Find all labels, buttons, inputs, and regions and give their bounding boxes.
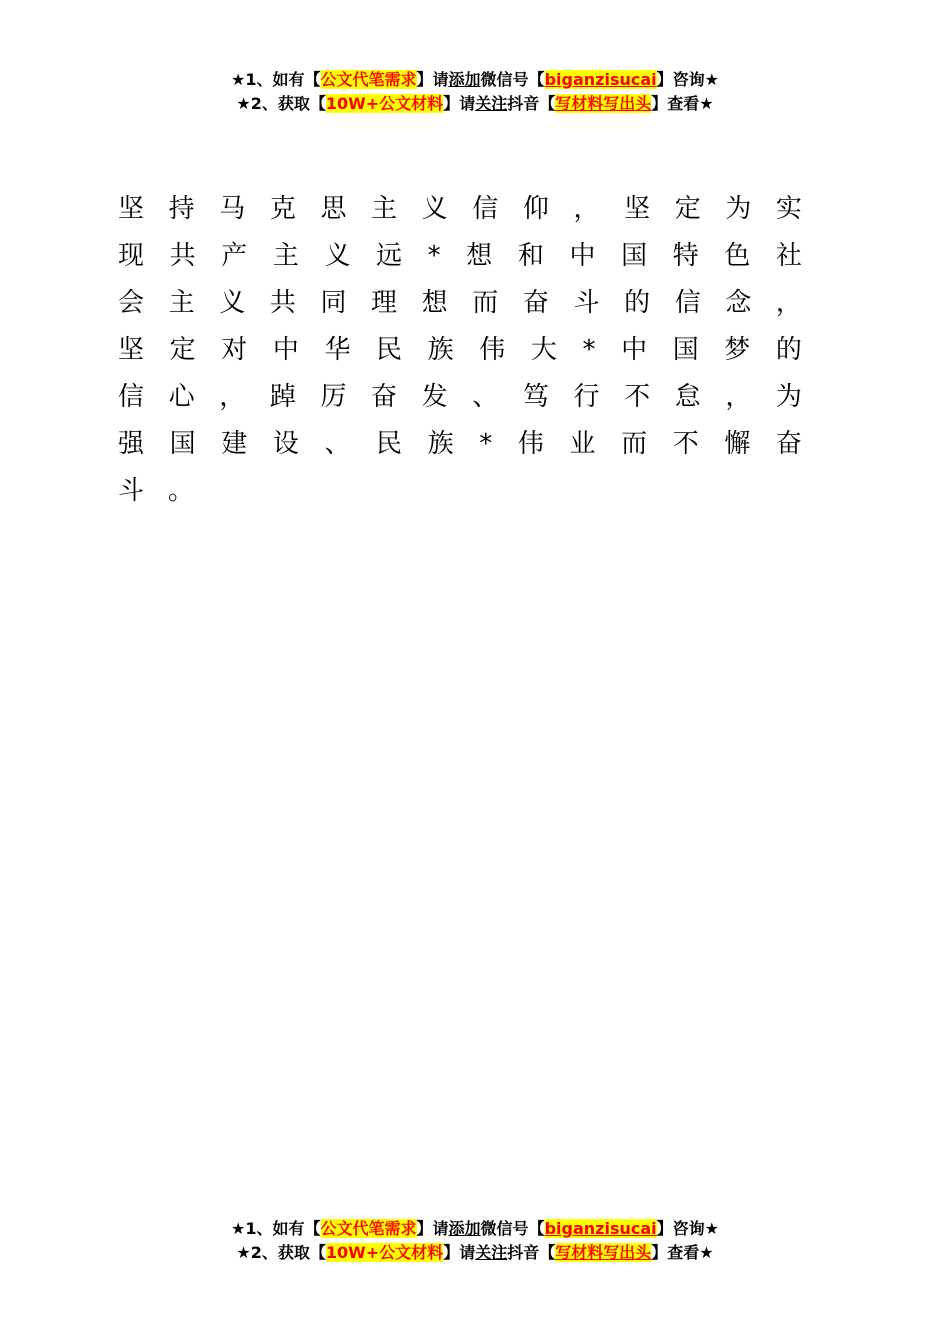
body-char: 奋 [775,429,802,459]
body-char: 奋 [522,288,549,318]
body-char: 想 [421,288,448,318]
body-char: ， [725,382,752,412]
header-banner [0,68,950,116]
body-line [118,468,802,515]
body-line [118,421,802,468]
add-underline-text: 添加 [448,1219,481,1238]
body-char: 斗 [573,288,600,318]
body-char: 远 [376,241,403,271]
body-line [118,280,802,327]
body-char: 定 [169,335,196,365]
wechat-id-highlight: biganzisucai [544,1219,657,1238]
body-char: 厉 [320,382,347,412]
body-char: 特 [672,241,699,271]
header-line-1-prefix: ★1、如有【 [231,70,321,89]
body-char: 不 [624,382,651,412]
body-char: 心 [168,382,195,412]
body-char: * [479,429,493,459]
materials-highlight: 10W+公文材料 [325,1243,444,1262]
footer-line-1 [0,1217,950,1241]
body-char: ， [775,288,802,318]
body-char: 色 [724,241,751,271]
body-char: 坚 [118,194,145,224]
footer-line-1-mid: 】请 [416,1219,449,1238]
body-char: 。 [168,476,195,506]
body-char: * [427,241,441,271]
body-char: 理 [371,288,398,318]
body-char: 、 [324,429,351,459]
body-char: 主 [272,241,299,271]
body-char: 产 [221,241,248,271]
body-char: 主 [168,288,195,318]
body-char: 踔 [269,382,296,412]
body-char: 民 [376,429,403,459]
body-char: 信 [118,382,145,412]
body-char: ， [219,382,246,412]
body-char: 现 [118,241,145,271]
body-char: 怠 [674,382,701,412]
body-char: 想 [466,241,493,271]
body-char: 克 [269,194,296,224]
footer-line-2-suffix: 】查看★ [651,1243,714,1262]
header-line-1-suffix: 】咨询★ [656,70,719,89]
body-char: 主 [371,194,398,224]
header-line-2 [0,92,950,116]
body-line [118,186,802,233]
header-line-1 [0,68,950,92]
body-char: 族 [427,429,454,459]
body-char: 共 [269,288,296,318]
body-line [118,233,802,280]
body-char: 对 [221,335,248,365]
body-char: 持 [168,194,195,224]
body-char: 伟 [517,429,544,459]
douyin-account-highlight: 写材料写出头 [555,1243,652,1262]
body-char: 义 [421,194,448,224]
header-line-2-suffix: 】查看★ [651,94,714,113]
wechat-id-highlight: biganzisucai [544,70,657,89]
body-char: 而 [472,288,499,318]
body-char: 发 [421,382,448,412]
header-line-2-mid: 】请 [443,94,476,113]
body-char: 信 [472,194,499,224]
materials-highlight: 10W+公文材料 [325,94,444,113]
body-char: 为 [725,194,752,224]
body-char: * [582,335,596,365]
footer-banner [0,1217,950,1265]
body-char: 实 [775,194,802,224]
body-char: 共 [169,241,196,271]
body-char: 中 [621,335,648,365]
body-char: 国 [169,429,196,459]
body-char: 奋 [371,382,398,412]
header-line-1-mid: 】请 [416,70,449,89]
body-char: 定 [674,194,701,224]
body-char: 国 [621,241,648,271]
ghostwriting-service-highlight: 公文代笔需求 [320,70,417,89]
body-char: 建 [221,429,248,459]
body-char: 的 [775,335,802,365]
body-char: 会 [118,288,145,318]
body-char: 义 [324,241,351,271]
add-underline-text: 添加 [448,70,481,89]
body-char: 为 [775,382,802,412]
body-char: 大 [530,335,557,365]
document-body [118,186,802,515]
follow-underline-text: 关注 [475,94,508,113]
body-char: 笃 [522,382,549,412]
body-char: 信 [674,288,701,318]
body-char: 念 [725,288,752,318]
body-char: 国 [672,335,699,365]
body-char: 族 [427,335,454,365]
body-char: 而 [621,429,648,459]
body-char: 强 [118,429,145,459]
body-char: 懈 [724,429,751,459]
footer-line-1-prefix: ★1、如有【 [231,1219,321,1238]
footer-line-2-prefix: ★2、获取【 [236,1243,326,1262]
body-char: 中 [272,335,299,365]
body-char: 业 [569,429,596,459]
body-char: 社 [775,241,802,271]
body-char: 中 [569,241,596,271]
douyin-account-highlight: 写材料写出头 [555,94,652,113]
body-char: 梦 [724,335,751,365]
body-char: 坚 [118,335,145,365]
follow-underline-text: 关注 [475,1243,508,1262]
footer-line-2 [0,1241,950,1265]
footer-line-2-mid: 】请 [443,1243,476,1262]
header-line-1-wechat-label: 微信号【 [480,70,545,89]
body-line [118,374,802,421]
ghostwriting-service-highlight: 公文代笔需求 [320,1219,417,1238]
footer-line-1-wechat-label: 微信号【 [480,1219,545,1238]
body-char: 仰 [522,194,549,224]
body-char: 马 [219,194,246,224]
body-char: 同 [320,288,347,318]
body-char: 坚 [624,194,651,224]
header-line-2-douyin-label: 抖音【 [507,94,556,113]
body-char: 思 [320,194,347,224]
body-char: ， [573,194,600,224]
footer-line-2-douyin-label: 抖音【 [507,1243,556,1262]
header-line-2-prefix: ★2、获取【 [236,94,326,113]
body-char: 设 [272,429,299,459]
body-char: 、 [472,382,499,412]
body-char: 斗 [118,476,145,506]
body-line [118,327,802,374]
body-char: 伟 [479,335,506,365]
body-char: 行 [573,382,600,412]
footer-line-1-suffix: 】咨询★ [656,1219,719,1238]
body-char: 民 [376,335,403,365]
body-char: 的 [624,288,651,318]
body-char: 不 [672,429,699,459]
body-char: 华 [324,335,351,365]
body-char: 义 [219,288,246,318]
body-char: 和 [517,241,544,271]
